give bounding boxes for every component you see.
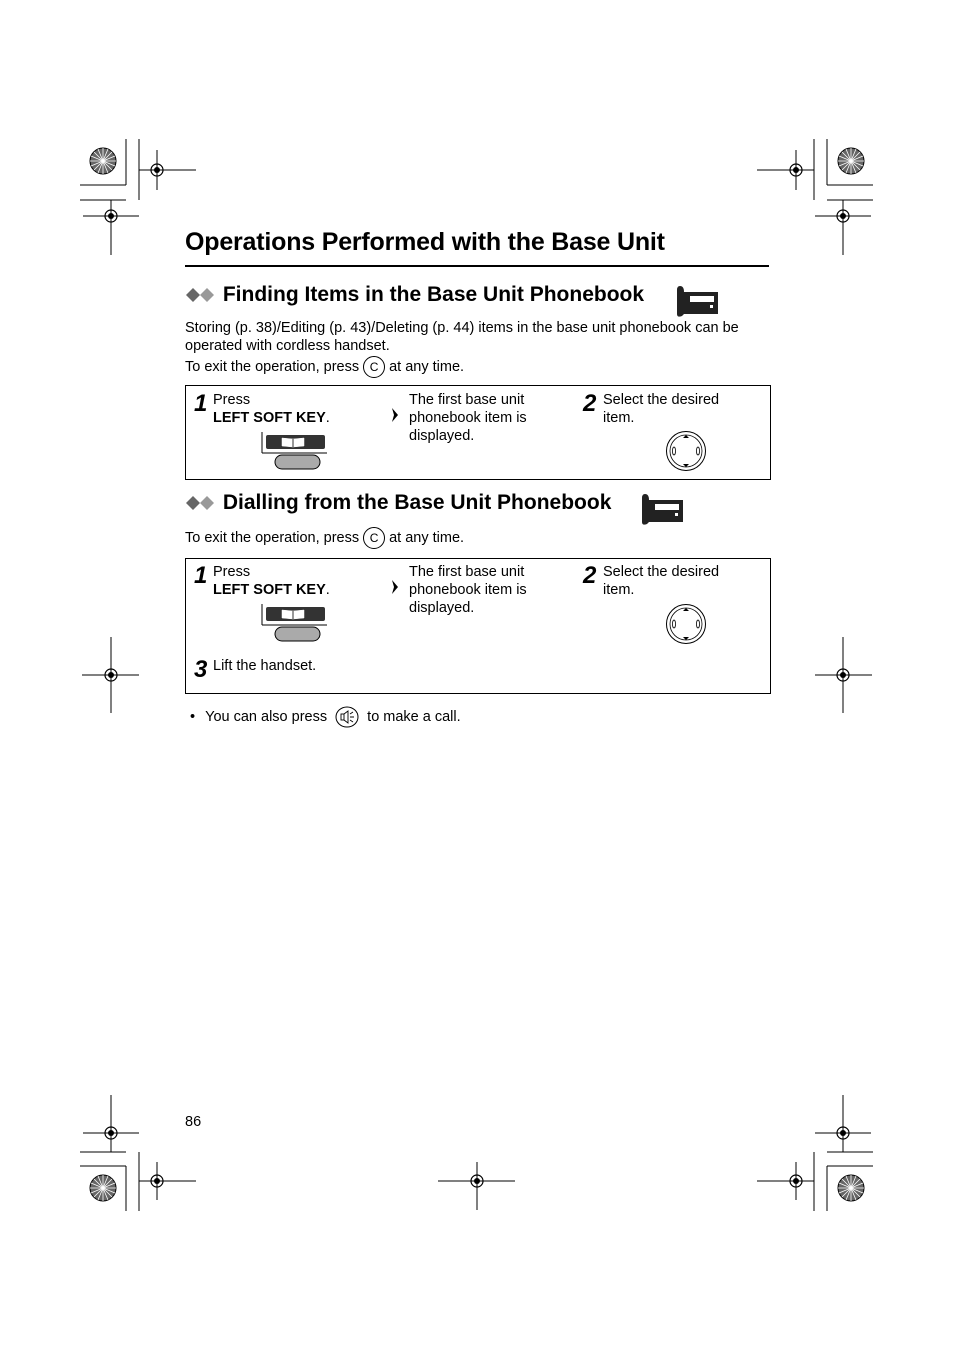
navigator-key-icon: [665, 430, 707, 472]
exit-prefix: To exit the operation, press: [185, 358, 360, 375]
step2-line1: Select the desired: [603, 564, 720, 580]
step1-text: [213, 391, 330, 427]
section1-description: [185, 320, 785, 378]
result-line1: The first base unit: [409, 564, 525, 580]
section1-heading: Finding Items in the Base Unit Phonebook: [222, 283, 645, 306]
step2-line1: Select the desired: [603, 392, 720, 408]
phonebook-soft-key-icon: [261, 431, 327, 471]
note-prefix: You can also press: [205, 708, 328, 725]
left-soft-key-label: LEFT SOFT KEY: [213, 410, 326, 426]
step1-text: [213, 563, 330, 599]
step1-period: .: [325, 410, 330, 426]
step-number: 3: [194, 656, 208, 683]
section2-heading-row: [185, 491, 611, 515]
step-number: 1: [194, 390, 208, 417]
exit-prefix: To exit the operation, press: [185, 529, 360, 546]
arrow-right-icon: [390, 407, 400, 423]
step2-text: [603, 391, 719, 427]
speakerphone-key-icon: [335, 706, 359, 728]
section1-para-line1: Storing (p. 38)/Editing (p. 43)/Deleting (p. 44) items in the base unit phonebook can be: [185, 320, 739, 336]
step2-text: [603, 563, 719, 599]
exit-suffix: at any time.: [389, 529, 465, 546]
section1-heading-row: [185, 283, 644, 307]
section2-exit-line: [185, 527, 464, 549]
diamond-bullet-icon: [185, 287, 217, 303]
step1-line1: Press: [213, 564, 251, 580]
exit-suffix: at any time.: [389, 358, 465, 375]
step-number: 2: [583, 390, 597, 417]
phonebook-soft-key-icon: [261, 603, 327, 643]
step2-line2: item.: [603, 582, 635, 598]
step1-period: .: [325, 582, 330, 598]
section1-exit-line: [185, 356, 785, 378]
result-line1: The first base unit: [409, 392, 525, 408]
diamond-bullet-icon: [185, 495, 217, 511]
note-line: [190, 706, 461, 728]
result-line2: phonebook item is: [409, 582, 527, 598]
left-soft-key-label: LEFT SOFT KEY: [213, 582, 326, 598]
page-title: Operations Performed with the Base Unit: [185, 228, 665, 256]
c-key-icon: C: [363, 527, 385, 549]
c-key-icon: C: [363, 356, 385, 378]
base-unit-icon: [676, 284, 720, 318]
arrow-right-icon: [390, 579, 400, 595]
base-unit-icon: [641, 492, 685, 526]
step-number: 1: [194, 562, 208, 589]
note-suffix: to make a call.: [367, 708, 461, 725]
bullet: •: [190, 708, 196, 725]
step-number: 2: [583, 562, 597, 589]
step1-line1: Press: [213, 392, 251, 408]
step1-result-text: [409, 391, 527, 445]
result-line3: displayed.: [409, 428, 475, 444]
result-line3: displayed.: [409, 600, 475, 616]
result-line2: phonebook item is: [409, 410, 527, 426]
navigator-key-icon: [665, 603, 707, 645]
page-number: 86: [185, 1114, 202, 1130]
section2-heading: Dialling from the Base Unit Phonebook: [222, 491, 612, 514]
section1-para-line2: operated with cordless handset.: [185, 337, 390, 354]
step1-result-text: [409, 563, 527, 617]
step3-text: Lift the handset.: [213, 658, 317, 674]
step2-line2: item.: [603, 410, 635, 426]
title-divider: [185, 265, 769, 267]
